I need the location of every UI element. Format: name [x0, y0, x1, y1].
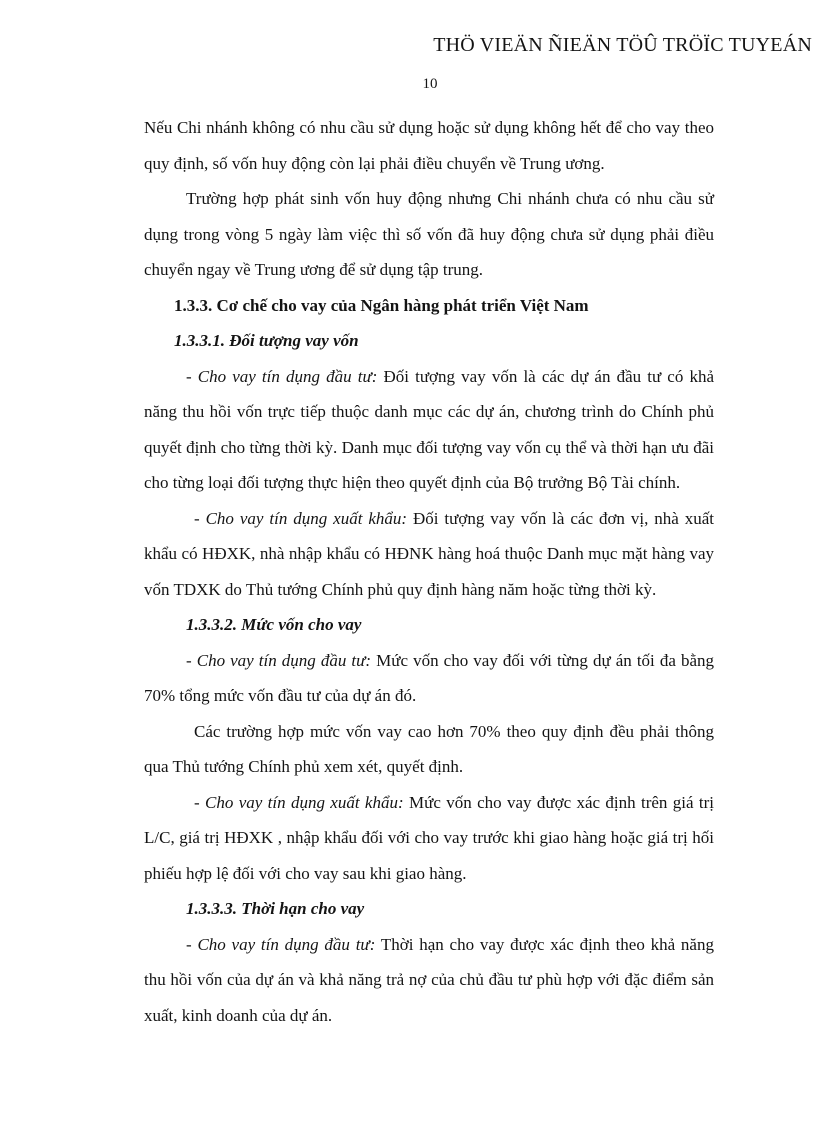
paragraph: [144, 643, 714, 714]
paragraph: Trường hợp phát sinh vốn huy động nhưng Chi nhánh chưa có nhu cầu sử dụng trong vòng 5 ngày làm việc thì số vốn đã huy động chưa sử dụng phải điều chuyển ngay về Trung ương để sử dụng tập trung.: [144, 189, 714, 279]
paragraph-text: Mức vốn cho vay được xác định trên giá trị L/C, giá trị HĐXK , nhập khẩu đối với cho vay trước khi giao hàng hoặc giá trị hối phiếu hợp lệ đối với cho vay sau khi giao hàng.: [144, 792, 715, 883]
paragraph-lead: - Cho vay tín dụng xuất khẩu:: [194, 792, 404, 812]
paragraph: [144, 785, 714, 892]
paragraph: [144, 927, 714, 1034]
subsection-heading: 1.3.3.1. Đối tượng vay vốn: [174, 331, 359, 350]
subsection-heading: 1.3.3.2. Mức vốn cho vay: [186, 615, 362, 634]
paragraph-text: Đối tượng vay vốn là các đơn vị, nhà xuất khẩu có HĐXK, nhà nhập khẩu có HĐNK hàng hoá thuộc Danh mục mặt hàng vay vốn TDXK do Thủ tướng Chính phủ quy định hàng năm hoặc từng thời kỳ.: [144, 508, 714, 599]
paragraph-lead: - Cho vay tín dụng xuất khẩu:: [194, 508, 408, 528]
paragraph: [144, 501, 714, 608]
page-number: 10: [422, 76, 438, 92]
paragraph-text: Mức vốn cho vay đối với từng dự án tối đa bằng 70% tổng mức vốn đầu tư của dự án đó.: [144, 650, 714, 705]
paragraph-lead: - Cho vay tín dụng đầu tư:: [186, 366, 378, 386]
paragraph-lead: - Cho vay tín dụng đầu tư:: [186, 650, 372, 670]
paragraph: Nếu Chi nhánh không có nhu cầu sử dụng hoặc sử dụng không hết để cho vay theo quy định, số vốn huy động còn lại phải điều chuyển về Trung ương.: [144, 118, 714, 173]
subsection-heading: 1.3.3.3. Thời hạn cho vay: [186, 899, 365, 918]
paragraph: Các trường hợp mức vốn vay cao hơn 70% theo quy định đều phải thông qua Thủ tướng Chính phủ xem xét, quyết định.: [144, 721, 714, 776]
paragraph-text: Thời hạn cho vay được xác định theo khả năng thu hồi vốn của dự án và khả năng trả nợ của chủ đầu tư phù hợp với đặc điểm sản xuất, kinh doanh của dự án.: [144, 934, 714, 1025]
paragraph: [144, 359, 714, 501]
paragraph-lead: - Cho vay tín dụng đầu tư:: [186, 934, 376, 954]
paragraph-text: Đối tượng vay vốn là các dự án đầu tư có khả năng thu hồi vốn trực tiếp thuộc danh mục các dự án, chương trình do Chính phủ quyết định cho từng thời kỳ. Danh mục đối tượng vay vốn cụ thể và thời hạn ưu đãi cho từng loại đối tượng thực hiện theo quyết định của Bộ trưởng Bộ Tài chính.: [144, 366, 714, 492]
site-header-title: THÖ VIEÄN ÑIEÄN TÖÛ TRÖÏC TUYEÁN: [433, 34, 812, 56]
section-heading: 1.3.3. Cơ chế cho vay của Ngân hàng phát triển Việt Nam: [174, 295, 589, 315]
document-body: [144, 110, 714, 1033]
